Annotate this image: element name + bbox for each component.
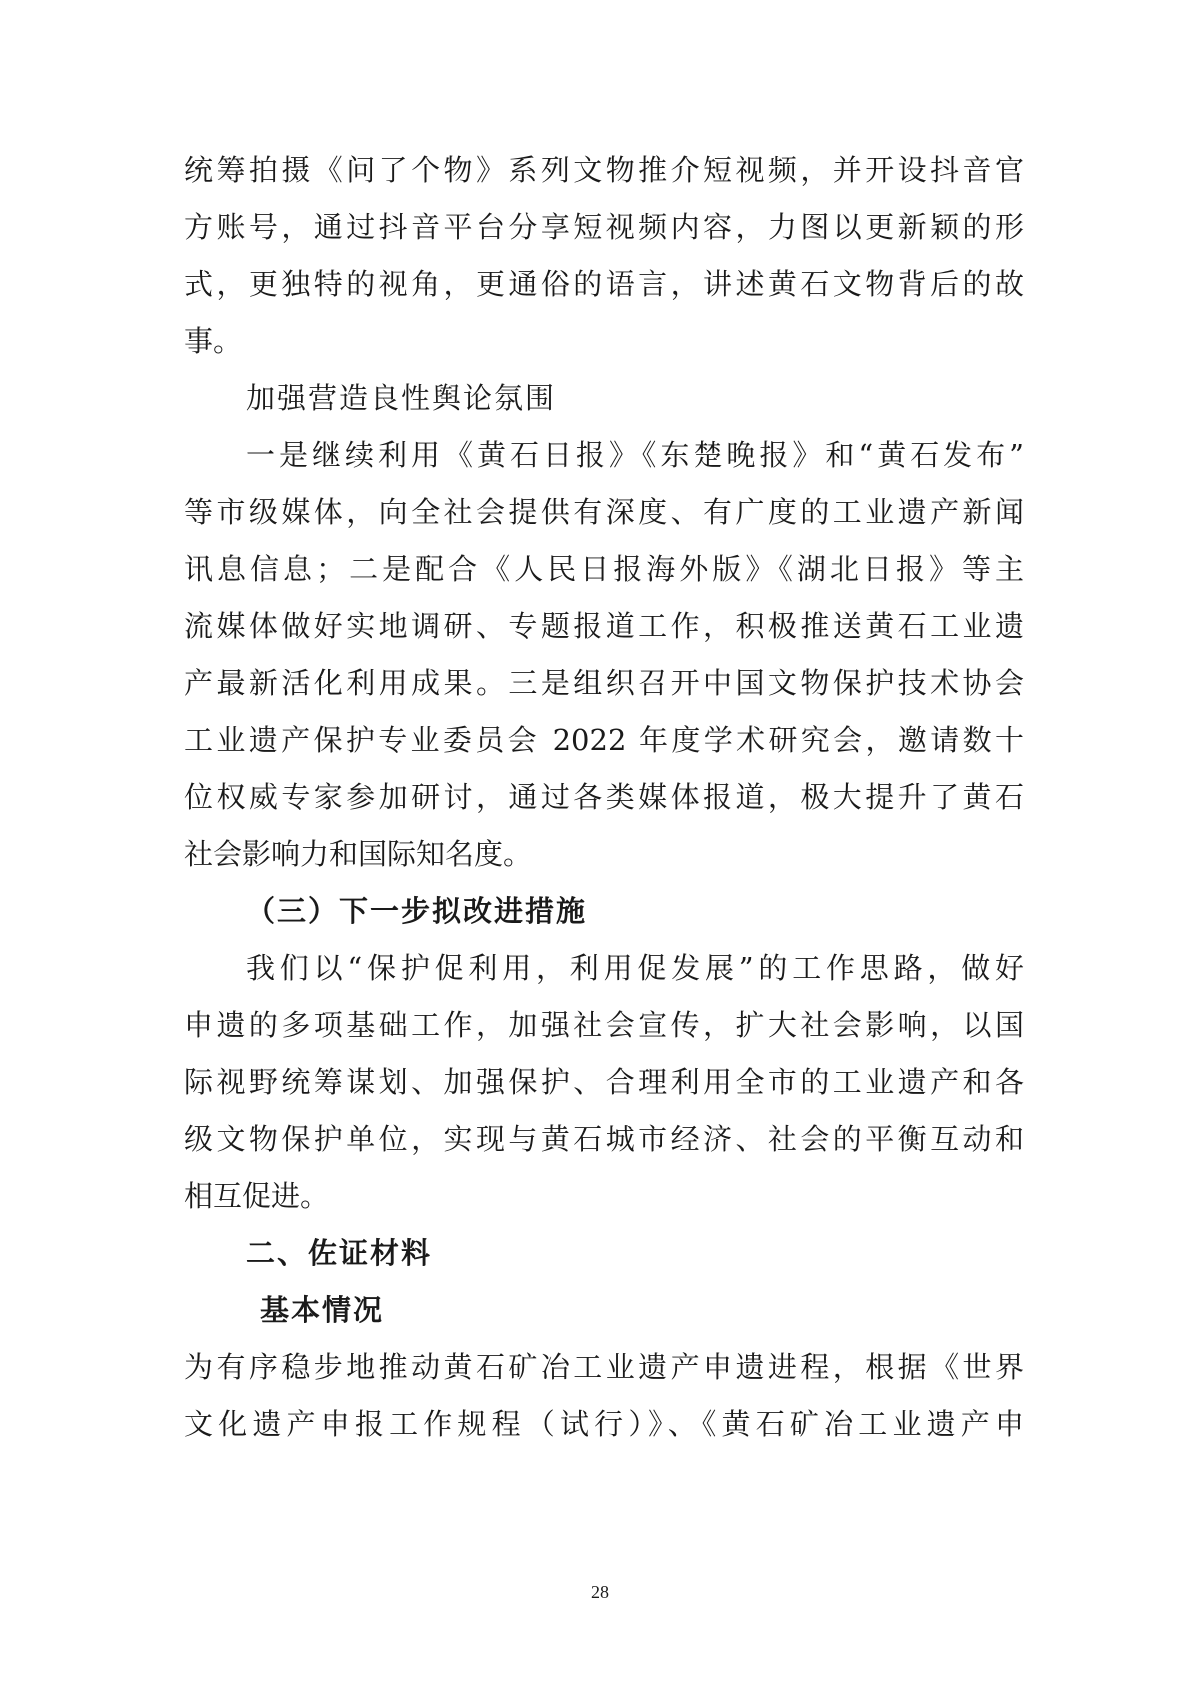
paragraph-3-line-5: 相互促进。 (184, 1179, 330, 1213)
paragraph-4-line-1: 为有序稳步地推动黄石矿冶工业遗产申遗进程，根据《世界 (184, 1350, 1024, 1384)
paragraph-2-line-3: 讯息信息；二是配合《人民日报海外版》《湖北日报》等主 (184, 552, 1024, 586)
subheading-media: 加强营造良性舆论氛围 (246, 381, 557, 415)
paragraph-3-line-4: 级文物保护单位，实现与黄石城市经济、社会的平衡互动和 (184, 1122, 1024, 1156)
paragraph-2-line-4: 流媒体做好实地调研、专题报道工作，积极推送黄石工业遗 (184, 609, 1024, 643)
paragraph-4-line-2: 文化遗产申报工作规程（试行）》、《黄石矿冶工业遗产申 (184, 1407, 1024, 1441)
paragraph-3-line-1: 我们以“保护促利用，利用促发展”的工作思路，做好 (246, 951, 1024, 985)
paragraph-2-line-1: 一是继续利用《黄石日报》《东楚晚报》和“黄石发布” (246, 438, 1024, 472)
paragraph-3-line-3: 际视野统筹谋划、加强保护、合理利用全市的工业遗产和各 (184, 1065, 1024, 1099)
paragraph-2-line-2: 等市级媒体，向全社会提供有深度、有广度的工业遗产新闻 (184, 495, 1024, 529)
paragraph-2-line-5: 产最新活化利用成果。三是组织召开中国文物保护技术协会 (184, 666, 1024, 700)
paragraph-3-line-2: 申遗的多项基础工作，加强社会宣传，扩大社会影响，以国 (184, 1008, 1024, 1042)
paragraph-1-line-4: 事。 (184, 324, 243, 358)
paragraph-1-line-1: 统筹拍摄《问了个物》系列文物推介短视频，并开设抖音官 (184, 153, 1024, 187)
paragraph-2-line-6: 工业遗产保护专业委员会 2022 年度学术研究会，邀请数十 (184, 723, 1024, 757)
page-number: 28 (591, 1582, 609, 1602)
section-heading-next-steps: （三）下一步拟改进措施 (246, 894, 588, 928)
paragraph-2-line-7: 位权威专家参加研讨，通过各类媒体报道，极大提升了黄石 (184, 780, 1024, 814)
paragraph-1-line-2: 方账号，通过抖音平台分享短视频内容，力图以更新颖的形 (184, 210, 1024, 244)
section-heading-evidence: 二、佐证材料 (246, 1236, 433, 1270)
paragraph-1-line-3: 式，更独特的视角，更通俗的语言，讲述黄石文物背后的故 (184, 267, 1024, 301)
subheading-basic-situation: 基本情况 (260, 1293, 385, 1327)
paragraph-2-line-8: 社会影响力和国际知名度。 (184, 837, 533, 871)
